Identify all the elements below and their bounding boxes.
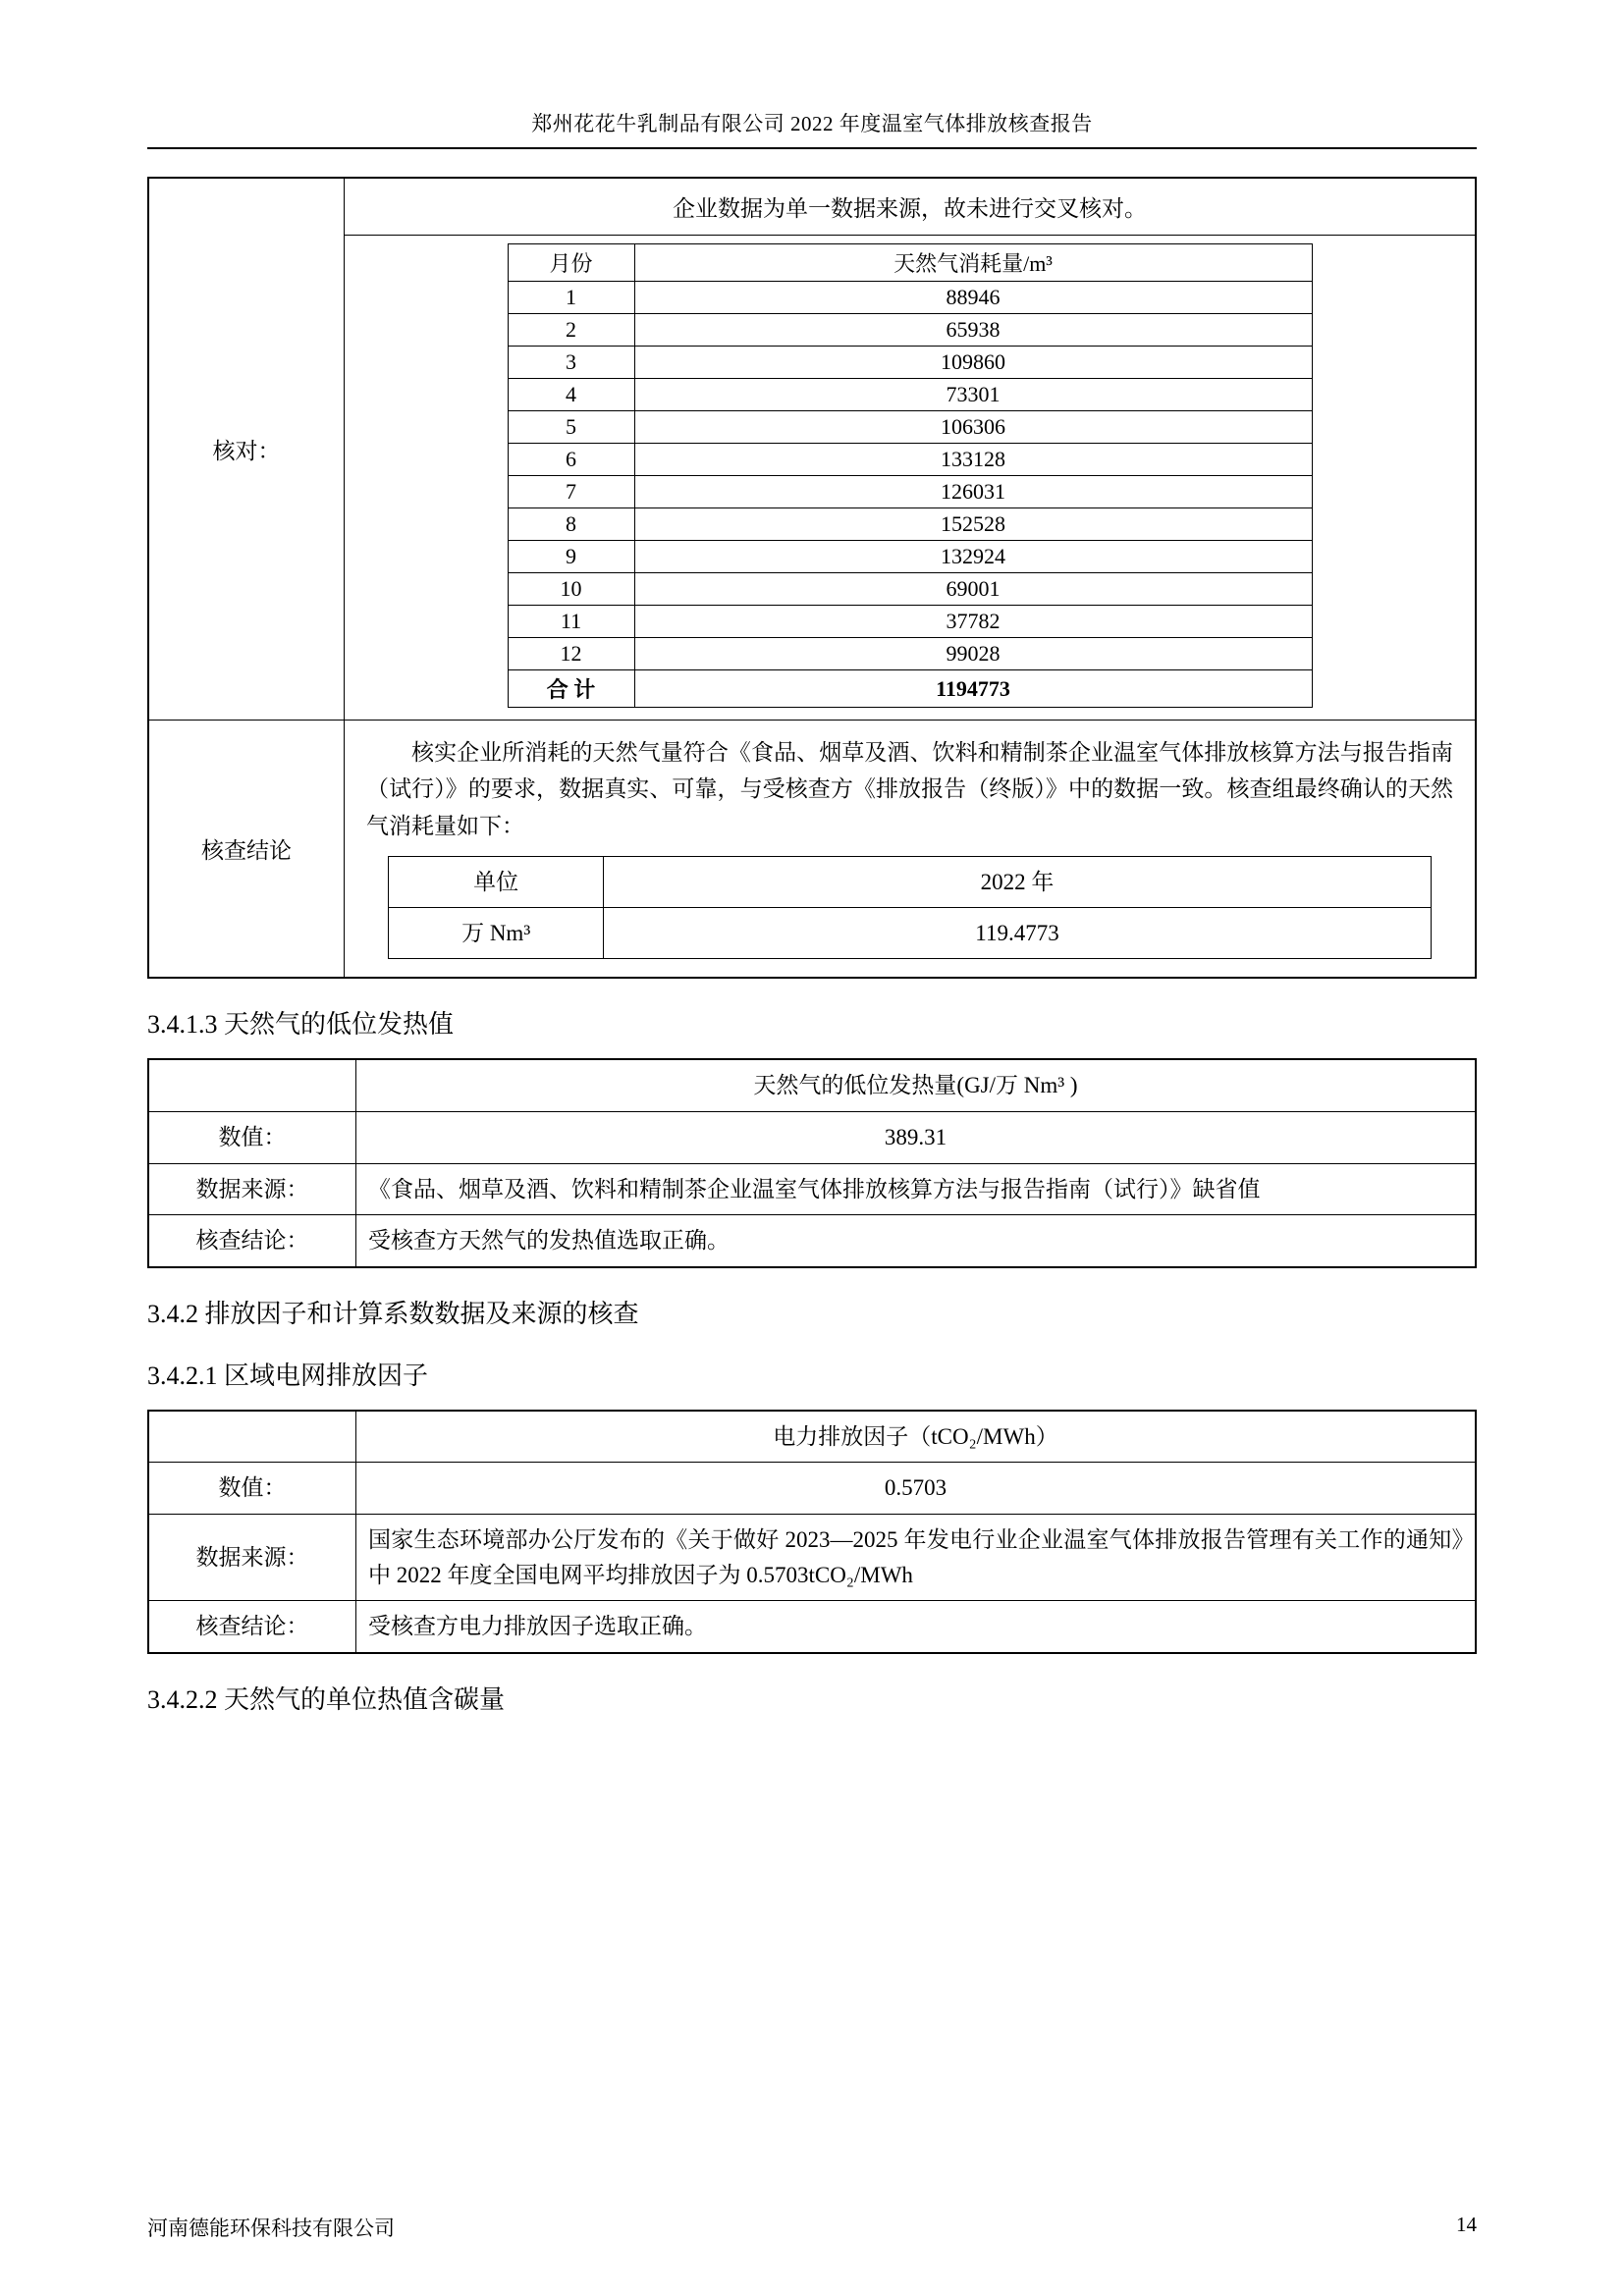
grid-emission-factor-table	[147, 1410, 1477, 1654]
unit-value: 万 Nm³	[389, 908, 604, 959]
table-header-row	[148, 1059, 1476, 1111]
conclusion-content-cell	[345, 721, 1477, 979]
value-cell: 88946	[634, 282, 1312, 314]
value-cell: 99028	[634, 638, 1312, 670]
ef-value: 0.5703	[356, 1463, 1477, 1515]
ef-corner-cell	[148, 1411, 356, 1463]
row-label-conclusion: 核查结论	[148, 721, 345, 979]
natural-gas-verification-table	[147, 177, 1477, 979]
value-cell: 133128	[634, 444, 1312, 476]
lhv-title: 天然气的低位发热量(GJ/万 Nm³ )	[356, 1059, 1477, 1111]
month-cell: 4	[508, 379, 634, 411]
heading-3-4-2-1: 3.4.2.1 区域电网排放因子	[147, 1361, 429, 1390]
month-cell: 3	[508, 347, 634, 379]
table-row	[148, 1163, 1476, 1215]
heading-3-4-1-3: 3.4.1.3 天然气的低位发热值	[147, 1010, 455, 1040]
table-row	[508, 347, 1312, 379]
value-cell: 106306	[634, 411, 1312, 444]
header-year: 2022 年	[604, 856, 1432, 907]
monthly-consumption-table	[508, 243, 1313, 708]
value-cell: 109860	[634, 347, 1312, 379]
ef-source-label: 数据来源：	[148, 1515, 356, 1601]
lhv-value-label: 数值：	[148, 1111, 356, 1163]
table-row	[508, 379, 1312, 411]
lhv-table	[147, 1058, 1477, 1268]
table-header-row	[508, 244, 1312, 282]
month-cell: 1	[508, 282, 634, 314]
ef-conclusion-text: 受核查方电力排放因子选取正确。	[356, 1601, 1477, 1653]
heading-3-4-2: 3.4.2 排放因子和计算系数数据及来源的核查	[147, 1299, 639, 1328]
ef-title: 电力排放因子（tCO₂/MWh）	[356, 1411, 1477, 1463]
month-cell: 11	[508, 606, 634, 638]
ef-value-label: 数值：	[148, 1463, 356, 1515]
lhv-conclusion-label: 核查结论：	[148, 1215, 356, 1267]
header-unit: 单位	[389, 856, 604, 907]
lhv-value: 389.31	[356, 1111, 1477, 1163]
month-cell: 7	[508, 476, 634, 508]
footer-page-number: 14	[1456, 2213, 1477, 2236]
lhv-conclusion-text: 受核查方天然气的发热值选取正确。	[356, 1215, 1477, 1267]
table-row	[508, 411, 1312, 444]
row-label-check: 核对：	[148, 178, 345, 721]
total-value: 1194773	[634, 670, 1312, 708]
table-row	[508, 638, 1312, 670]
month-cell: 10	[508, 573, 634, 606]
table-row	[389, 908, 1432, 959]
table-row	[148, 178, 1476, 721]
table-row	[148, 1111, 1476, 1163]
table-row	[508, 573, 1312, 606]
value-cell: 69001	[634, 573, 1312, 606]
month-cell: 5	[508, 411, 634, 444]
page-header: 郑州花花牛乳制品有限公司 2022 年度温室气体排放核查报告	[147, 108, 1477, 149]
value-cell: 126031	[634, 476, 1312, 508]
value-cell: 65938	[634, 314, 1312, 347]
ef-conclusion-label: 核查结论：	[148, 1601, 356, 1653]
table-row	[148, 1463, 1476, 1515]
table-header-row	[148, 1411, 1476, 1463]
table-row	[508, 508, 1312, 541]
check-content-cell	[345, 178, 1477, 721]
table-row	[508, 282, 1312, 314]
lhv-source-label: 数据来源：	[148, 1163, 356, 1215]
value-cell: 73301	[634, 379, 1312, 411]
total-label: 合 计	[508, 670, 634, 708]
month-cell: 9	[508, 541, 634, 573]
ef-source-text: 国家生态环境部办公厅发布的《关于做好 2023—2025 年发电行业企业温室气体排放报告管理有关工作的通知》中 2022 年度全国电网平均排放因子为 0.5703tCO₂/MWh	[356, 1515, 1477, 1601]
table-row	[148, 721, 1476, 979]
table-row	[508, 606, 1312, 638]
confirmed-consumption-table	[388, 856, 1432, 960]
conclusion-text: 核实企业所消耗的天然气量符合《食品、烟草及酒、饮料和精制茶企业温室气体排放核算方法与报告指南（试行）》的要求，数据真实、可靠，与受核查方《排放报告（终版）》中的数据一致。核查组最终确认的天然气消耗量如下：	[366, 740, 1453, 838]
table-row	[148, 1515, 1476, 1601]
amount-value: 119.4773	[604, 908, 1432, 959]
page-footer	[147, 2213, 1477, 2242]
table-row	[148, 1215, 1476, 1267]
table-header-row	[389, 856, 1432, 907]
month-cell: 8	[508, 508, 634, 541]
value-cell: 37782	[634, 606, 1312, 638]
header-month: 月份	[508, 244, 634, 282]
lhv-source-text: 《食品、烟草及酒、饮料和精制茶企业温室气体排放核算方法与报告指南（试行）》缺省值	[356, 1163, 1477, 1215]
month-cell: 2	[508, 314, 634, 347]
month-cell: 12	[508, 638, 634, 670]
table-row	[508, 444, 1312, 476]
table-row	[508, 541, 1312, 573]
value-cell: 152528	[634, 508, 1312, 541]
footer-company: 河南德能环保科技有限公司	[147, 2216, 395, 2240]
heading-3-4-2-2: 3.4.2.2 天然气的单位热值含碳量	[147, 1685, 506, 1715]
lhv-corner-cell	[148, 1059, 356, 1111]
header-value: 天然气消耗量/m³	[634, 244, 1312, 282]
month-cell: 6	[508, 444, 634, 476]
cross-check-note: 企业数据为单一数据来源，故未进行交叉核对。	[345, 179, 1475, 236]
table-row	[148, 1601, 1476, 1653]
table-row	[508, 476, 1312, 508]
table-row	[508, 314, 1312, 347]
table-total-row	[508, 670, 1312, 708]
value-cell: 132924	[634, 541, 1312, 573]
conclusion-block	[345, 721, 1475, 977]
